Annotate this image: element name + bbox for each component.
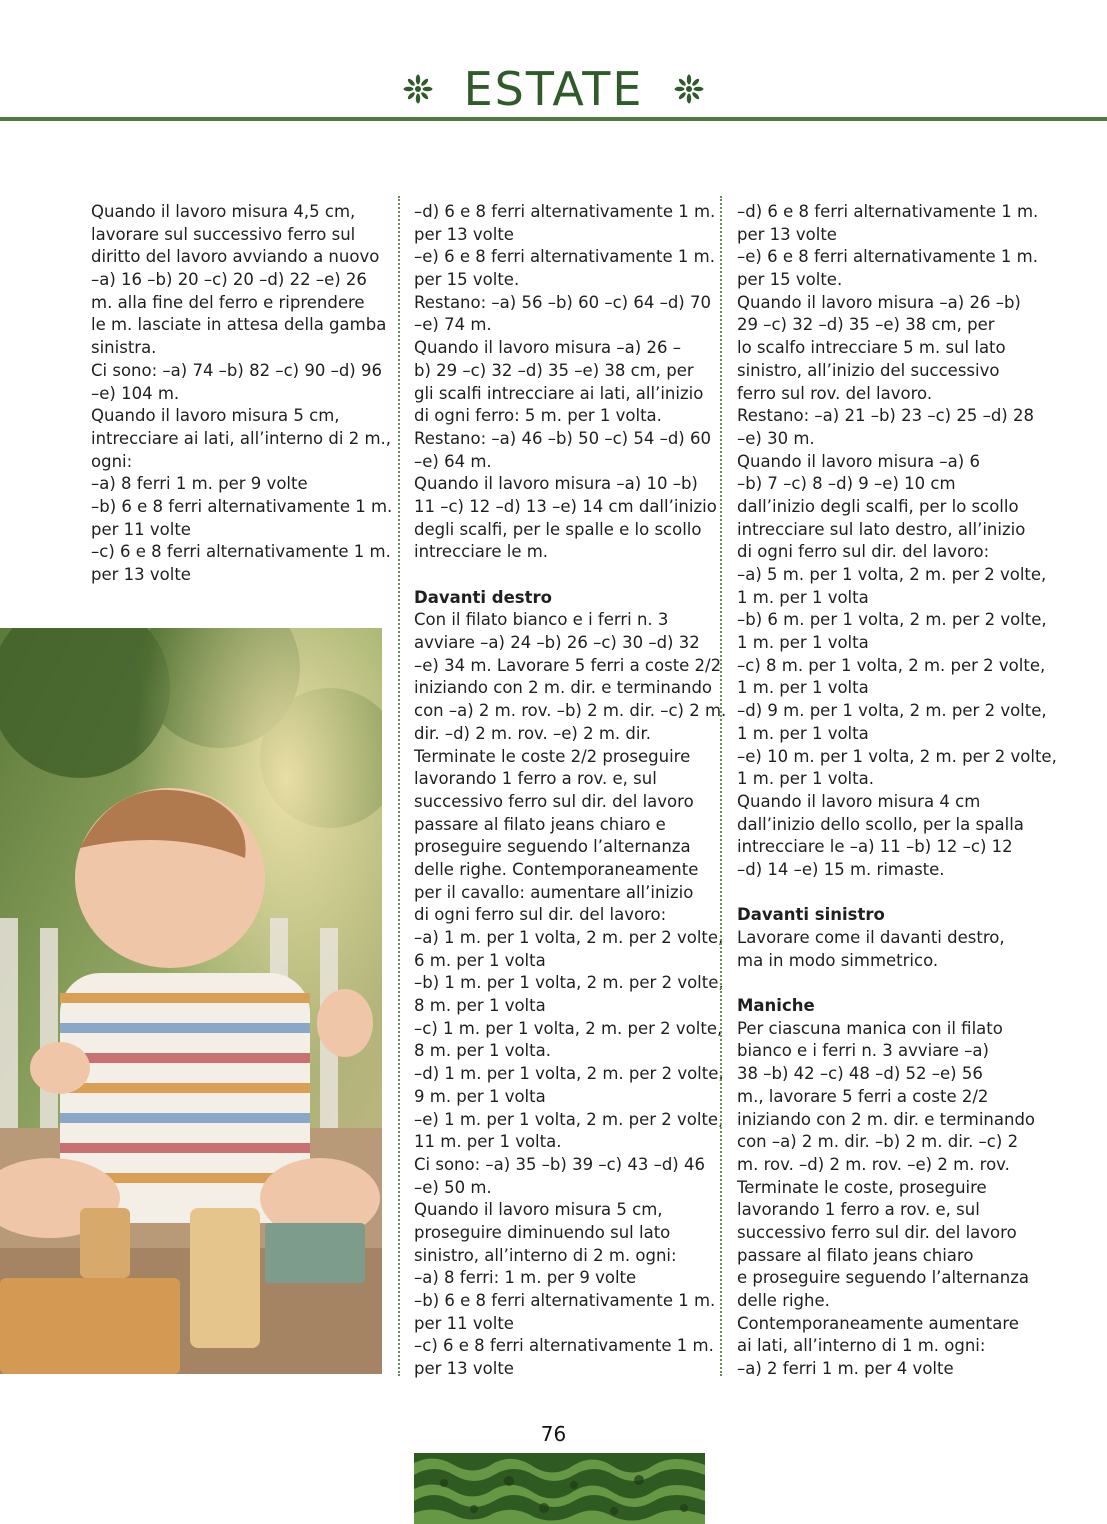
text-line: Quando il lavoro misura –a) 6 <box>737 451 980 471</box>
text-line: per 13 volte <box>737 224 837 244</box>
text-line: Terminate le coste, proseguire <box>737 1177 987 1197</box>
text-line: 8 m. per 1 volta. <box>414 1041 551 1061</box>
text-line: 29 –c) 32 –d) 35 –e) 38 cm, per <box>737 315 995 335</box>
text-column-2 <box>414 201 727 1381</box>
text-line: –c) 6 e 8 ferri alternativamente 1 m. <box>414 1336 714 1356</box>
text-line: successivo ferro sul dir. del lavoro <box>737 1222 1017 1242</box>
text-line: –d) 6 e 8 ferri alternativamente 1 m. <box>414 202 716 221</box>
text-line: –e) 6 e 8 ferri alternativamente 1 m. <box>737 247 1038 267</box>
text-line: –b) 7 –c) 8 –d) 9 –e) 10 cm <box>737 474 956 494</box>
page-header <box>0 0 1107 122</box>
text-line: –d) 14 –e) 15 m. rimaste. <box>737 859 945 879</box>
text-line: –d) 6 e 8 ferri alternativamente 1 m. <box>737 202 1039 221</box>
text-line: diritto del lavoro avviando a nuovo <box>91 247 380 267</box>
text-line: Quando il lavoro misura 5 cm, <box>414 1200 663 1220</box>
section-title <box>0 58 1107 116</box>
text-line: Quando il lavoro misura –a) 26 – <box>414 338 681 358</box>
text-line: 1 m. per 1 volta. <box>737 769 874 789</box>
paragraph-gap <box>737 972 1032 995</box>
text-line: per 15 volte. <box>737 270 843 290</box>
text-line: Per ciascuna manica con il filato <box>737 1018 1003 1038</box>
text-line: –a) 8 ferri 1 m. per 9 volte <box>91 474 308 494</box>
section-heading: Maniche <box>737 996 815 1016</box>
text-line: dall’inizio degli scalfi, per lo scollo <box>737 496 1019 516</box>
text-line: proseguire seguendo l’alternanza <box>414 837 691 857</box>
text-line: –e) 1 m. per 1 volta, 2 m. per 2 volte, <box>414 1109 724 1129</box>
text-line: Quando il lavoro misura –a) 26 –b) <box>737 292 1021 312</box>
text-line: –e) 50 m. <box>414 1177 492 1197</box>
text-line: delle righe. Contemporaneamente <box>414 859 699 879</box>
text-line: gli scalfi intrecciare ai lati, all’inizio <box>414 383 704 403</box>
column-divider <box>398 196 400 1376</box>
text-line: –e) 74 m. <box>414 315 492 335</box>
baby-photo <box>0 628 382 1374</box>
text-line: –c) 8 m. per 1 volta, 2 m. per 2 volte, <box>737 655 1046 675</box>
text-line: Ci sono: –a) 35 –b) 39 –c) 43 –d) 46 <box>414 1154 705 1174</box>
text-line: Restano: –a) 21 –b) 23 –c) 25 –d) 28 <box>737 406 1034 426</box>
text-line: –e) 30 m. <box>737 428 815 448</box>
text-line: passare al filato jeans chiaro e <box>414 814 666 834</box>
section-heading: Davanti destro <box>414 587 552 607</box>
text-line: Restano: –a) 46 –b) 50 –c) 54 –d) 60 <box>414 428 711 448</box>
text-line: con –a) 2 m. rov. –b) 2 m. dir. –c) 2 m. <box>414 701 727 721</box>
text-line: –a) 1 m. per 1 volta, 2 m. per 2 volte, <box>414 928 724 947</box>
text-line: per 11 volte <box>414 1313 514 1333</box>
text-line: dall’inizio dello scollo, per la spalla <box>737 814 1024 834</box>
text-line: –b) 6 e 8 ferri alternativamente 1 m. <box>414 1291 716 1310</box>
flower-ornament-icon <box>674 74 704 104</box>
text-line: sinistro, all’interno di 2 m. ogni: <box>414 1245 677 1265</box>
section-heading: Davanti sinistro <box>737 905 885 925</box>
page-number: 76 <box>540 1422 567 1446</box>
text-line: per 13 volte <box>91 565 191 584</box>
text-line: sinistro, all’inizio del successivo <box>737 360 1000 380</box>
text-line: per 13 volte <box>414 224 514 244</box>
text-line: e proseguire seguendo l’alternanza <box>737 1268 1030 1288</box>
text-line: iniziando con 2 m. dir. e terminando <box>737 1109 1036 1129</box>
text-line: –e) 10 m. per 1 volta, 2 m. per 2 volte, <box>737 746 1057 766</box>
text-line: delle righe. <box>737 1291 830 1310</box>
text-line: le m. lasciate in attesa della gamba <box>91 315 387 335</box>
text-line: intrecciare le –a) 11 –b) 12 –c) 12 <box>737 837 1013 857</box>
text-line: Quando il lavoro misura 4,5 cm, <box>91 202 356 221</box>
text-line: 6 m. per 1 volta <box>414 950 546 970</box>
text-line: intrecciare ai lati, all’interno di 2 m., <box>91 428 392 448</box>
knit-swatch-texture <box>414 1453 705 1524</box>
text-line: Con il filato bianco e i ferri n. 3 <box>414 610 669 630</box>
text-line: 1 m. per 1 volta <box>737 723 869 743</box>
section-title-text: ESTATE <box>463 61 644 116</box>
text-line: 1 m. per 1 volta <box>737 633 869 653</box>
text-line: lavorando 1 ferro a rov. e, sul <box>737 1200 980 1220</box>
text-line: ma in modo simmetrico. <box>737 950 939 970</box>
text-line: per 13 volte <box>414 1359 514 1379</box>
text-line: per 15 volte. <box>414 270 520 290</box>
text-line: Quando il lavoro misura 5 cm, <box>91 406 340 426</box>
text-line: –a) 8 ferri: 1 m. per 9 volte <box>414 1268 637 1288</box>
text-line: degli scalfi, per le spalle e lo scollo <box>414 519 702 539</box>
text-line: proseguire diminuendo sul lato <box>414 1222 671 1242</box>
text-line: m. alla fine del ferro e riprendere <box>91 292 365 312</box>
text-line: per 11 volte <box>91 519 191 539</box>
text-line: –e) 34 m. Lavorare 5 ferri a coste 2/2 <box>414 655 722 675</box>
text-line: avviare –a) 24 –b) 26 –c) 30 –d) 32 <box>414 633 700 653</box>
text-line: Lavorare come il davanti destro, <box>737 928 1005 947</box>
text-line: lavorando 1 ferro a rov. e, sul <box>414 769 657 789</box>
header-rule <box>0 117 1107 121</box>
text-line: iniziando con 2 m. dir. e terminando <box>414 678 713 698</box>
text-line: –b) 6 m. per 1 volta, 2 m. per 2 volte, <box>737 610 1047 630</box>
text-line: –d) 9 m. per 1 volta, 2 m. per 2 volte, <box>737 701 1047 721</box>
text-line: con –a) 2 m. dir. –b) 2 m. dir. –c) 2 <box>737 1132 1019 1152</box>
text-line: dir. –d) 2 m. rov. –e) 2 m. dir. <box>414 723 651 743</box>
text-line: m. rov. –d) 2 m. rov. –e) 2 m. rov. <box>737 1154 1010 1174</box>
text-column-3 <box>737 201 1057 1381</box>
text-line: passare al filato jeans chiaro <box>737 1245 974 1265</box>
text-line: ai lati, all’interno di 1 m. ogni: <box>737 1336 986 1356</box>
text-line: Ci sono: –a) 74 –b) 82 –c) 90 –d) 96 <box>91 360 382 380</box>
text-line: Quando il lavoro misura 4 cm <box>737 791 981 811</box>
paragraph-gap <box>414 564 709 587</box>
text-line: sinistra. <box>91 338 157 358</box>
text-line: lavorare sul successivo ferro sul <box>91 224 356 244</box>
text-line: 11 –c) 12 –d) 13 –e) 14 cm dall’inizio <box>414 496 717 516</box>
text-line: bianco e i ferri n. 3 avviare –a) <box>737 1041 989 1061</box>
text-line: per il cavallo: aumentare all’inizio <box>414 882 694 902</box>
text-line: intrecciare sul lato destro, all’inizio <box>737 519 1026 539</box>
text-line: di ogni ferro sul dir. del lavoro: <box>414 905 667 925</box>
text-line: 1 m. per 1 volta <box>737 678 869 698</box>
text-line: –b) 1 m. per 1 volta, 2 m. per 2 volte, <box>414 973 724 993</box>
text-line: Quando il lavoro misura –a) 10 –b) <box>414 474 698 494</box>
text-line: intrecciare le m. <box>414 542 549 562</box>
text-line: successivo ferro sul dir. del lavoro <box>414 791 694 811</box>
text-line: 1 m. per 1 volta <box>737 587 869 607</box>
text-line: –e) 64 m. <box>414 451 492 471</box>
text-line: –c) 1 m. per 1 volta, 2 m. per 2 volte, <box>414 1018 723 1038</box>
text-line: –e) 104 m. <box>91 383 180 403</box>
text-line: –a) 2 ferri 1 m. per 4 volte <box>737 1359 954 1379</box>
text-line: di ogni ferro: 5 m. per 1 volta. <box>414 406 662 426</box>
column-divider <box>720 196 722 1376</box>
text-line: –d) 1 m. per 1 volta, 2 m. per 2 volte, <box>414 1064 724 1084</box>
text-line: Terminate le coste 2/2 proseguire <box>414 746 691 766</box>
paragraph-gap <box>737 882 1032 905</box>
text-line: ogni: <box>91 451 133 471</box>
text-line: 38 –b) 42 –c) 48 –d) 52 –e) 56 <box>737 1064 983 1084</box>
text-line: m., lavorare 5 ferri a coste 2/2 <box>737 1086 989 1106</box>
text-line: ferro sul rov. del lavoro. <box>737 383 933 403</box>
flower-ornament-icon <box>403 74 433 104</box>
text-line: 11 m. per 1 volta. <box>414 1132 562 1152</box>
text-line: –a) 16 –b) 20 –c) 20 –d) 22 –e) 26 <box>91 270 367 290</box>
text-line: –b) 6 e 8 ferri alternativamente 1 m. <box>91 496 393 516</box>
text-column-1 <box>91 201 393 587</box>
text-line: lo scalfo intrecciare 5 m. sul lato <box>737 338 1006 358</box>
text-line: b) 29 –c) 32 –d) 35 –e) 38 cm, per <box>414 360 694 380</box>
text-line: 8 m. per 1 volta <box>414 996 546 1016</box>
text-line: Restano: –a) 56 –b) 60 –c) 64 –d) 70 <box>414 292 711 312</box>
text-line: –c) 6 e 8 ferri alternativamente 1 m. <box>91 542 391 562</box>
text-line: Contemporaneamente aumentare <box>737 1313 1019 1333</box>
text-line: –e) 6 e 8 ferri alternativamente 1 m. <box>414 247 715 267</box>
text-line: –a) 5 m. per 1 volta, 2 m. per 2 volte, <box>737 565 1047 584</box>
text-line: 9 m. per 1 volta <box>414 1086 546 1106</box>
text-line: di ogni ferro sul dir. del lavoro: <box>737 542 990 562</box>
